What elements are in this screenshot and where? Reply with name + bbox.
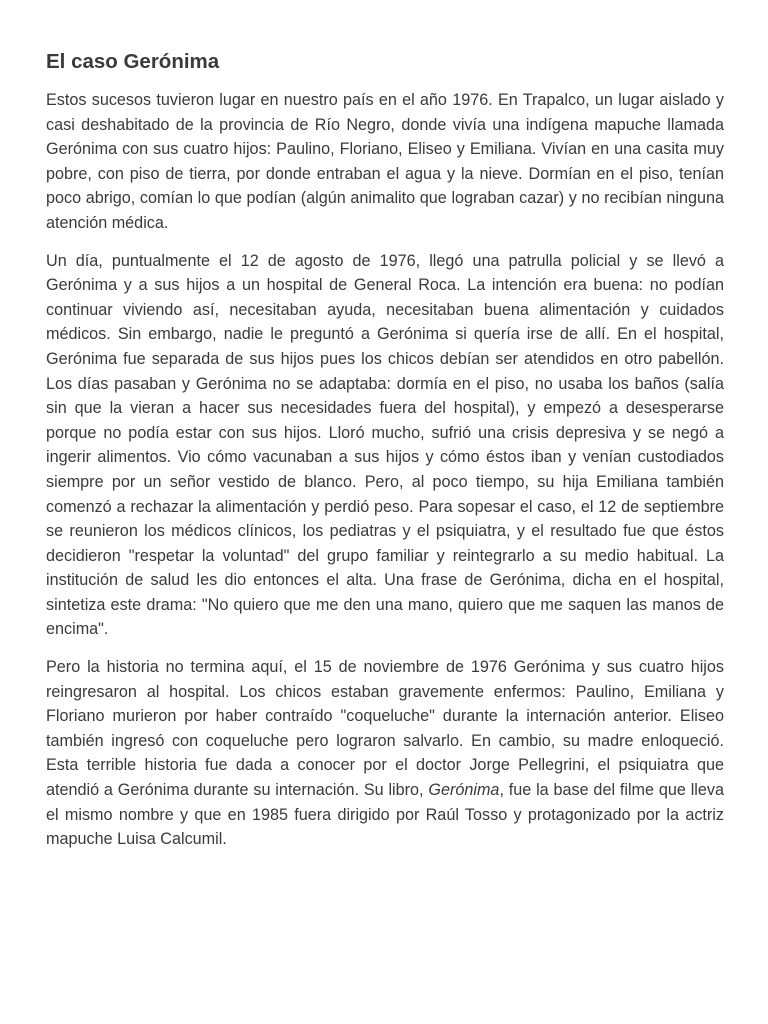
- paragraph-3-text-after: , fue la base del filme que lleva el mismo nombre y que en 1985 fuera dirigido por Raúl Tosso y protagonizado por la actriz mapuche Luisa Calcumil.: [46, 781, 724, 849]
- paragraph-2: Un día, puntualmente el 12 de agosto de 1976, llegó una patrulla policial y se llevó a Gerónima y a sus hijos a un hospital de General Roca. La intención era buena: no podían continuar viviendo así, necesitaban ayuda, necesitaban buena alimentación y cuidados médicos. Sin embargo, nadie le preguntó a Gerónima si quería irse de allí. En el hospital, Gerónima fue separada de sus hijos pues los chicos debían ser atendidos en otro pabellón. Los días pasaban y Gerónima no se adaptaba: dormía en el piso, no usaba los baños (salía sin que la vieran a hacer sus necesidades fuera del hospital), y empezó a desesperarse porque no podía estar con sus hijos. Lloró mucho, sufrió una crisis depresiva y se negó a ingerir alimentos. Vio cómo vacunaban a sus hijos y cómo éstos iban y venían custodiados siempre por un señor vestido de blanco. Pero, al poco tiempo, su hija Emiliana también comenzó a rechazar la alimentación y perdió peso. Para sopesar el caso, el 12 de septiembre se reunieron los médicos clínicos, los pediatras y el psiquiatra, y el resultado fue que éstos decidieron "respetar la voluntad" del grupo familiar y reintegrarlo a su medio habitual. La institución de salud les dio entonces el alta. Una frase de Gerónima, dicha en el hospital, sintetiza este drama: "No quiero que me den una mano, quiero que me saquen las manos de encima".: [46, 251, 724, 639]
- paragraph-3: [46, 655, 724, 852]
- book-title: Gerónima: [428, 781, 500, 800]
- document-page: [46, 48, 724, 865]
- paragraph-1: Estos sucesos tuvieron lugar en nuestro país en el año 1976. En Trapalco, un lugar aislado y casi deshabitado de la provincia de Río Negro, donde vivía una indígena mapuche llamada Gerónima con sus cuatro hijos: Paulino, Floriano, Eliseo y Emiliana. Vivían en una casita muy pobre, con piso de tierra, por donde entraban el agua y la nieve. Dormían en el piso, tenían poco abrigo, comían lo que podían (algún animalito que lograban cazar) y no recibían ninguna atención médica.: [46, 91, 724, 232]
- document-title: El caso Gerónima: [46, 50, 220, 73]
- paragraph-3-text-before: Pero la historia no termina aquí, el 15 de noviembre de 1976 Gerónima y sus cuatro hijos reingresaron al hospital. Los chicos estaban gravemente enfermos: Paulino, Emiliana y Floriano murieron por haber contraído "coqueluche" durante la internación anterior. Eliseo también ingresó con coqueluche pero lograron salvarlo. En cambio, su madre enloqueció. Esta terrible historia fue dada a conocer por el doctor Jorge Pellegrini, el psiquiatra que atendió a Gerónima durante su internación. Su libro,: [46, 658, 724, 800]
